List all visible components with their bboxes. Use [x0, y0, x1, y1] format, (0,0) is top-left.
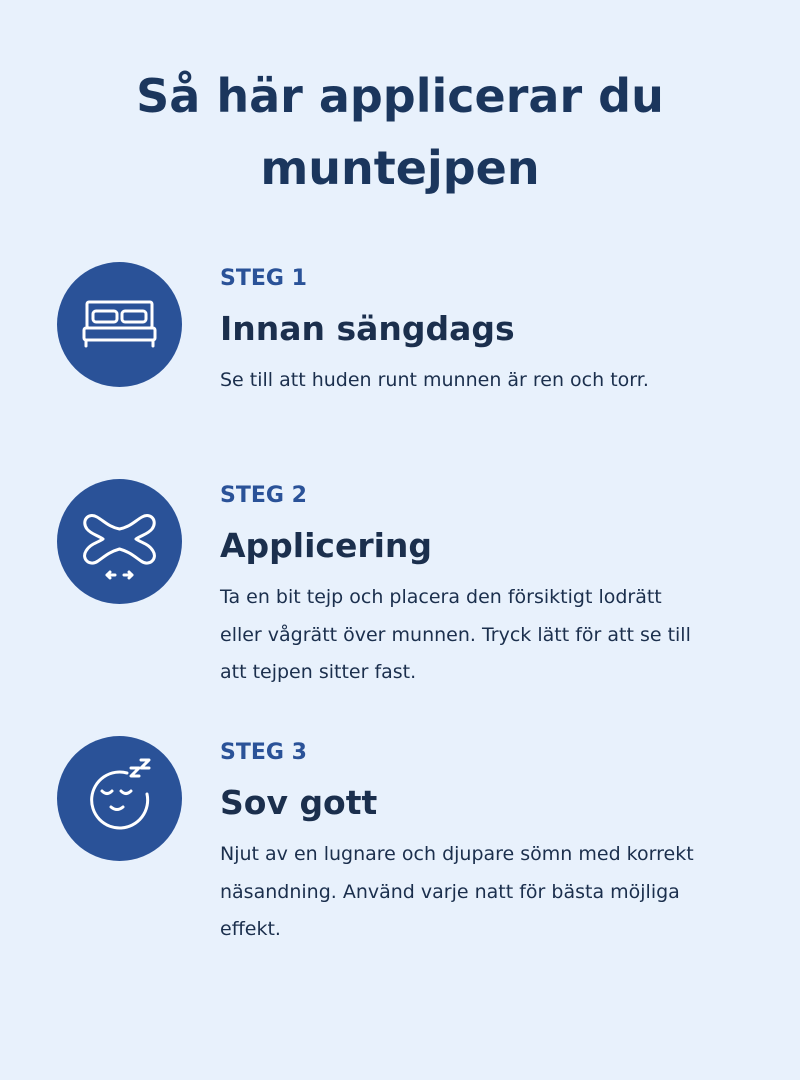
step-1-icon-circle: [57, 262, 182, 387]
step-3-text: Njut av en lugnare och djupare sömn med korrekt näsandning. Använd varje natt för bästa möjliga effekt.: [220, 843, 694, 940]
step-3-label: STEG 3: [220, 740, 307, 765]
step-1-label: STEG 1: [220, 266, 307, 291]
tape-icon: [57, 479, 182, 604]
step-1-heading: Innan sängdags: [220, 309, 515, 348]
step-2-icon-circle: [57, 479, 182, 604]
sleeping-face-icon: [57, 736, 182, 861]
step-3-icon-circle: [57, 736, 182, 861]
step-1-text: Se till att huden runt munnen är ren och torr.: [220, 369, 649, 391]
step-2-heading: Applicering: [220, 526, 433, 565]
page-title: Så här applicerar du muntejpen: [136, 69, 664, 195]
step-2-label: STEG 2: [220, 483, 307, 508]
step-2-text: Ta en bit tejp och placera den försiktigt lodrätt eller vågrätt över munnen. Tryck lätt för att se till att tejpen sitter fast.: [220, 586, 691, 683]
step-3-heading: Sov gott: [220, 783, 378, 822]
bed-icon: [57, 262, 182, 387]
